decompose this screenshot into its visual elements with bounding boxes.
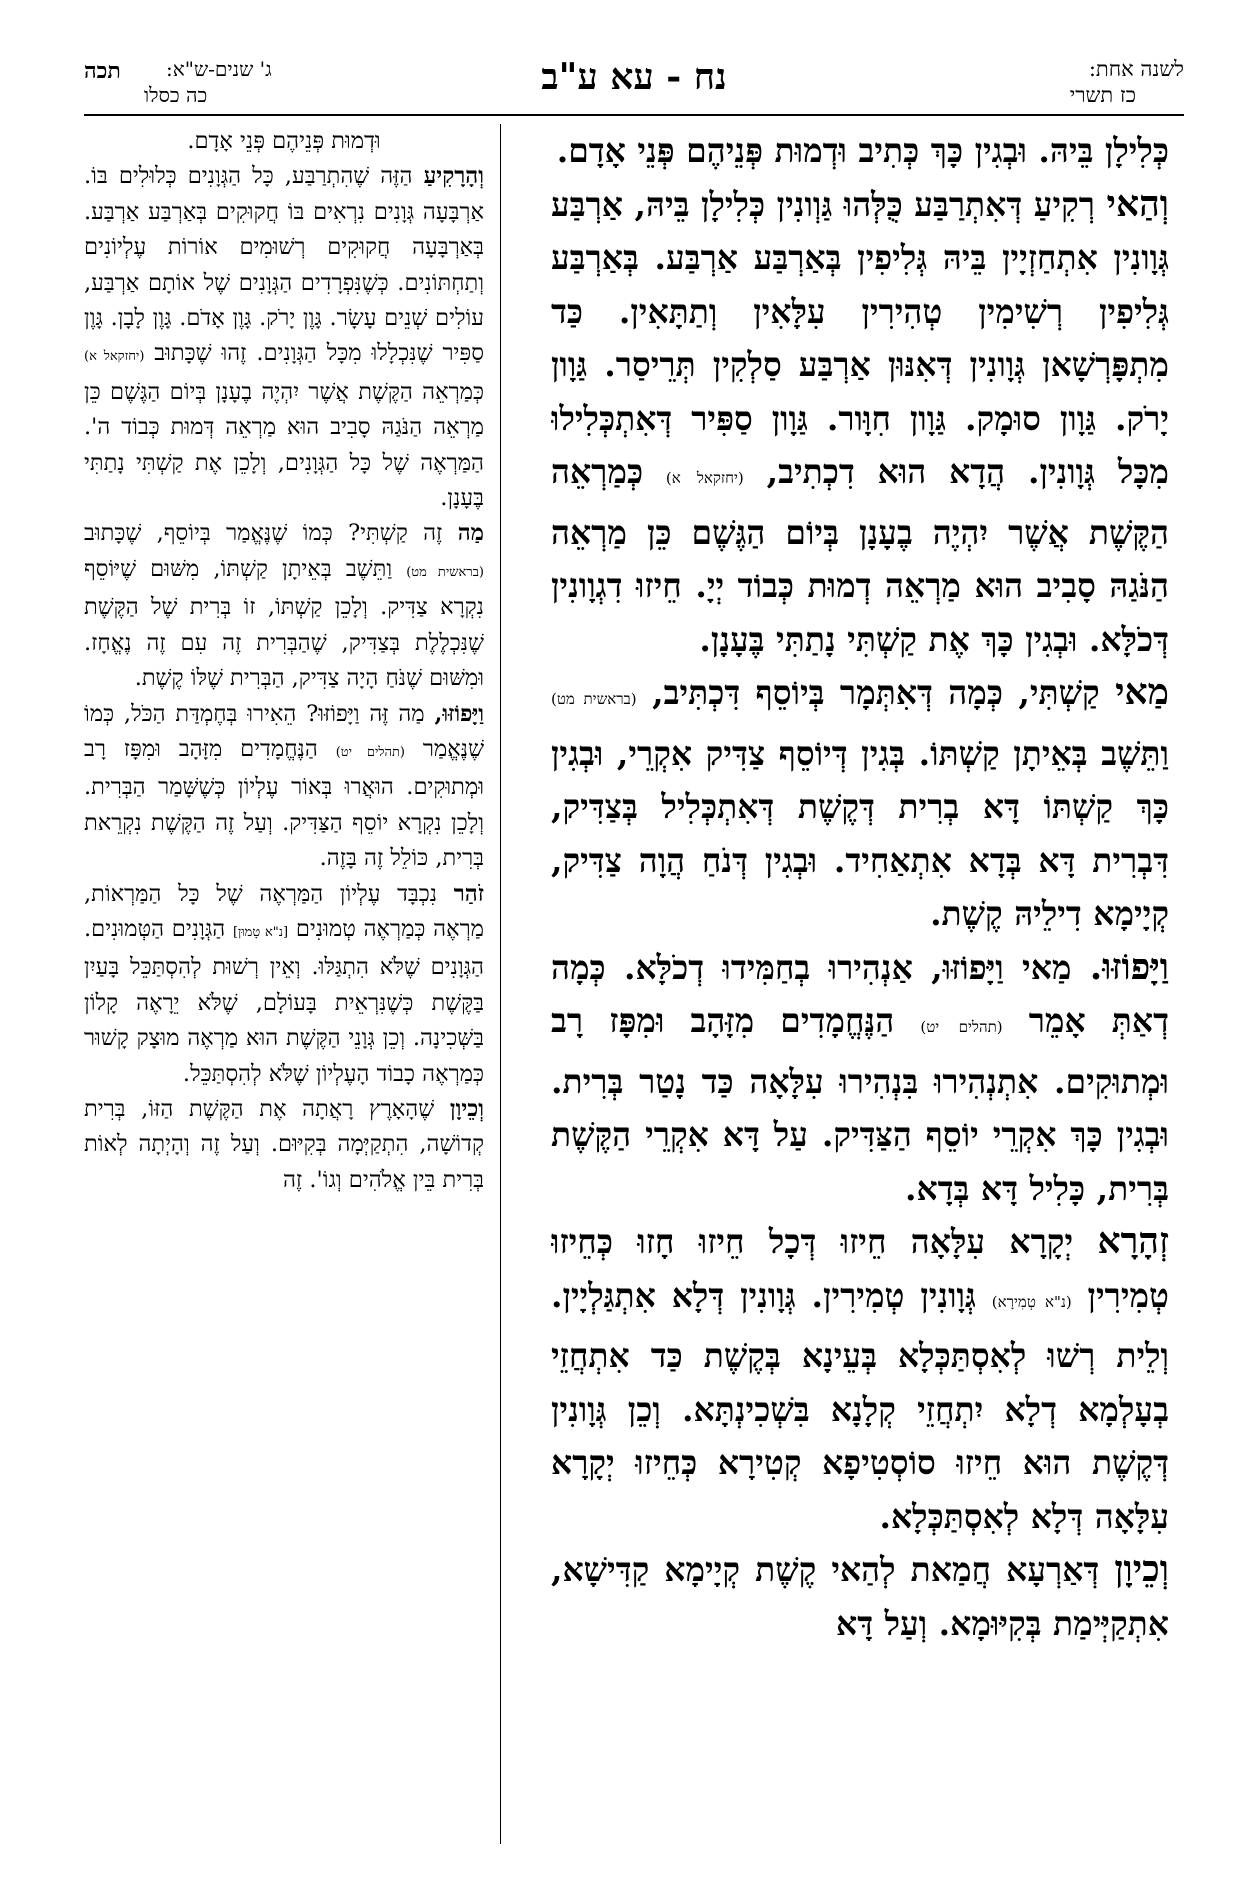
commentary-text: מַה זֶּה וַיָּפוֹזּוּ? הֵאִירוּ בְּחֶמְדַּת הַכֹּל, כְּמוֹ שֶׁנֶּאֱמַר — [84, 700, 484, 762]
source-reference: (בראשית מט) — [406, 564, 484, 580]
commentary-text: הַנֶּחֱמָדִים מִזָּהָב וּמִפָּז רָב וּמְתוּקִים. הוּאֲרוּ בְּאוֹר עֶלְיוֹן כְּשֶׁשָּׁמַר הַבְּרִית. וְלָכֵן נִקְרָא יוֹסֵף הַצַּדִּיק. וְעַל זֶה הַקֶּשֶׁת נִקְרֵאת בְּרִית, כּוֹלֵל זֶה בָּזֶה. — [84, 735, 484, 872]
paragraph-lead-word: וְהַאי — [1106, 182, 1169, 225]
commentary-text: כְּמַרְאֵה הַקֶּשֶׁת אֲשֶׁר יִהְיֶה בֶעָנָן בְּיוֹם הַגֶּשֶׁם כֵּן מַרְאֵה הַנֹּגַהּ סָבִיב הוּא מַרְאֵה דְּמוּת כְּבוֹד ה'. הַמַּרְאֶה שֶׁל כָּל הַגְּוָנִים, וְלָכֵן אֶת קַשְׁתִּי נָתַתִּי בֶּעָנָן. — [84, 378, 484, 512]
paragraph-lead-word: וַיָּפוֹזּוּ. — [1089, 945, 1169, 988]
commentary-text: הַגְּוָנִים הַטְּמוּנִים. הַגְּוָנִים שֶׁלֹּא הִתְגַּלּוּ. וְאֵין רְשׁוּת לְהִסְתַּכֵּל בָּעַיִן בַּקֶּשֶׁת כְּשֶׁנִּרְאֵית בָּעוֹלָם, שֶׁלֹּא יֵרָאֶה קָלוֹן בַּשְּׁכִינָה. וְכֵן גְּוָנֵי הַקֶּשֶׁת הוּא מַרְאֶה מוּצָק קָשׁוּר כְּמַרְאֶה כָבוֹד הָעֶלְיוֹן שֶׁלֹּא לְהִסְתַּכֵּל. — [84, 915, 484, 1087]
source-reference: [נ"א טָמוּן] — [232, 924, 289, 940]
main-text: יְקָרָא עִלָּאָה חֵיזוּ דְּכָל חֵיזוּ חָזוּ כְּחֵיזוּ טְמִירִין — [551, 1222, 1169, 1315]
header-left-line1: ג' שנים-ש"א: — [166, 57, 272, 81]
main-text: הַנֶּחֱמָדִים מִזָּהָב וּמִפָּז רָב וּמְתוּקִים. אִתְנְהִירוּ בִּנְהִירוּ עִלָּאָה כַּד נָטַר בְּרִית. וּבְגִין כָּךְ אִקְרֵי יוֹסֵף הַצַּדִּיק. עַל דָּא אִקְרֵי הַקֶּשֶׁת בְּרִית, כָּלִיל דָּא בְּדָא. — [551, 1001, 1169, 1208]
commentary-text: הַזֶּה שֶׁהִתְרַבַּע, כָּל הַגְּוָנִים כְּלוּלִים בּוֹ. אַרְבָּעָה גְּוָנִים נִרְאִים בּוֹ חֲקוּקִים בְּאַרְבַּע אַרְבַּע. בְּאַרְבָּעָה חֲקוּקִים רְשׁוּמִים אוֹרוֹת עֶלְיוֹנִים וְתַחְתּוֹנִים. כְּשֶׁנִּפְרָדִים הַגְּוָנִים שֶׁל אוֹתָם אַרְבַּע, עוֹלִים שְׁנֵים עָשָׂר. גָּוֶן יָרֹק. גָּוֶן אָדֹם. גָּוֶן לָבָן. גָּוֶן סַפִּיר שֶׁנִּכְלָלוּ מִכָּל הַגְּוָנִים. זֶהוּ שֶׁכָּתוּב — [84, 163, 484, 367]
main-paragraph — [551, 941, 1169, 1216]
paragraph-lead-word: וְכֵיוָן — [449, 1095, 484, 1122]
commentary-text: נִכְבָּד עֶלְיוֹן הַמַּרְאֶה שֶׁל כָּל הַמַּרְאוֹת, מַרְאֶה כְּמַרְאֶה טְמוּנִים — [84, 880, 484, 942]
main-paragraph — [551, 1543, 1169, 1650]
main-paragraph — [551, 178, 1169, 667]
main-text: גְּוָונִין טְמִירִין. גְּוָונִין דְּלָא אִתְגַּלְיָין. וְלֵית רְשׁוּ לְאִסְתַּכְּלָא בְּעֵינָא בְּקֶשֶׁת כַּד אִתְחֲזֵי בְעָלְמָא דְלָא יִתְחֲזֵי קְלָנָא בִּשְׁכִינְתָּא. וְכֵן גְּוָונִין דְּקֶשֶׁת הוּא חֵיזוּ סוֹסְטִיפָא קְטִירָא כְּחֵיזוּ יְקָרָא עִלָּאָה דְּלָא לְאִסְתַּכְּלָא. — [551, 1275, 1169, 1536]
main-text: קַשְׁתִּי, כְּמָה דְּאִתְּמָר בְּיוֹסֵף דִּכְתִּיב, — [652, 673, 1100, 712]
main-text-column — [551, 124, 1169, 1844]
paragraph-lead-word: מַה — [457, 520, 484, 547]
commentary-text: שֶׁהָאָרֶץ רָאֲתָה אֶת הַקֶּשֶׁת הַזּוֹ, בְּרִית קְדוֹשָׁה, הִתְקַיְּמָה בְּקִיּוּם. וְעַל זֶה וְהָיְתָה לְאוֹת בְּרִית בֵּין אֱלֹהִים וְגוֹ'. זֶה — [84, 1095, 484, 1193]
source-reference: (יחזקאל א) — [84, 349, 145, 365]
commentary-paragraph — [84, 516, 484, 696]
commentary-paragraph — [84, 877, 484, 1092]
commentary-paragraph — [84, 1092, 484, 1198]
source-reference: (תהלים יט) — [335, 744, 405, 760]
paragraph-lead-word: וְכֵיוָן — [1114, 1548, 1169, 1590]
source-reference: (נ"א טְמִירָא) — [991, 1292, 1072, 1311]
main-text: וַתֵּשֶׁב בְּאֵיתָן קַשְׁתּוֹ. בְּגִין דְּיוֹסֵף צַדִּיק אִקְרֵי, וּבְגִין כָּךְ קַשְׁתּוֹ דָּא בְרִית דְּקֶשֶׁת דְּאִתְכְּלִיל בְּצַדִּיק, דִּבְרִית דָּא בְּדָא אִתְאַחִיד. וּבְגִין דְּנֹחַ הֲוָה צַדִּיק, קְיָימָא דִילֵיהּ קֶשֶׁת. — [551, 733, 1169, 933]
main-text: כְּמַרְאֵה הַקֶּשֶׁת אֲשֶׁר יִהְיֶה בֶעָנָן בְּיוֹם הַגֶּשֶׁם כֵּן מַרְאֵה הַנֹּגַהּ סָבִיב הוּא מַרְאֵה דְמוּת כְּבוֹד יְיָ. חֵיזוּ דִגְוָונִין דְּכֹלָּא. וּבְגִין כָּךְ אֶת קַשְׁתִּי נָתַתִּי בֶּעָנָן. — [551, 452, 1169, 659]
commentary-paragraph — [84, 697, 484, 877]
paragraph-lead-word: זְהָרָא — [1097, 1220, 1169, 1262]
header-divider — [84, 114, 1184, 116]
commentary-column — [84, 124, 484, 1844]
commentary-paragraph — [84, 159, 484, 516]
paragraph-lead-word: מַאי — [1115, 671, 1169, 713]
main-paragraph — [551, 1215, 1169, 1543]
page-header — [84, 56, 1184, 116]
main-text: דְּאַרְעָא חֲמַאת לְהַאי קֶשֶׁת קְיָימָא קַדִּישָׁא, אִתְקַיְּימַת בְּקִיּוּמָא. וְעַל דָּא — [551, 1550, 1169, 1643]
header-left-line2: כה כסלו — [144, 83, 208, 107]
source-reference: (תהלים יט) — [920, 1018, 1003, 1036]
commentary-paragraph — [84, 124, 484, 159]
commentary-text: וּדְמוּת פְּנֵיהֶם פְּנֵי אָדָם. — [187, 128, 381, 154]
main-paragraph — [551, 124, 1169, 178]
source-reference: (יחזקאל א) — [665, 469, 744, 487]
main-paragraph — [551, 666, 1169, 941]
paragraph-lead-word: זֹהַר — [453, 880, 484, 907]
page-number: תכה — [84, 58, 121, 84]
paragraph-lead-word: וְהָרָקִיעַ — [423, 163, 484, 190]
paragraph-lead-word: וַיָּפוֹזּוּ, — [434, 700, 484, 727]
page-title: נח - עא ע"ב — [541, 56, 727, 98]
commentary-text: זֶה קַשְׁתִּי? כְּמוֹ שֶׁנֶּאֱמַר בְּיוֹסֵף, שֶׁכָּתוּב — [84, 520, 443, 547]
column-divider — [500, 124, 501, 1844]
header-right-line1: לשנה אחת: — [1088, 57, 1184, 81]
commentary-text: וַתֵּשֶׁב בְּאֵיתָן קַשְׁתּוֹ, מִשּׁוּם שֶׁיּוֹסֵף נִקְרָא צַדִּיק. וְלָכֵן קַשְׁתּוֹ, זוֹ בְּרִית שֶׁל הַקֶּשֶׁת שֶׁנִּכְלֶלֶת בְּצַדִּיק, שֶׁהַבְּרִית זֶה עִם זֶה נֶאֱחָז. וּמִשּׁוּם שֶׁנֹּחַ הָיָה צַדִּיק, הַבְּרִית שֶׁלּוֹ קֶשֶׁת. — [84, 555, 484, 692]
main-text: מַאי וַיָּפוֹזּוּ, אַנְהִירוּ בְחַמִּידוּ דְכֹלָּא. כְּמָה דְאַתְּ אָמֵר — [551, 947, 1169, 1040]
header-right-line2: כז תשרי — [1069, 83, 1136, 107]
main-text: כְּלִילָן בֵּיהּ. וּבְגִין כָּךְ כְּתִיב וּדְמוּת פְּנֵיהֶם פְּנֵי אָדָם. — [556, 131, 1169, 170]
source-reference: (בראשית מט) — [551, 690, 637, 708]
main-text: רְקִיעַ דְּאִתְרַבַּע כֻּלְּהוּ גַּוְונִין כְּלִילָן בֵּיהּ, אַרְבַּע גְּוָונִין אִתְחַזְיָין בֵּיהּ גְּלִיפִין בְּאַרְבַּע אַרְבַּע. בְּאַרְבַּע גְּלִיפִין רְשִׁימִין טְהִירִין עִלָּאִין וְתַתָּאִין. כַּד מִתְפָּרְשָׁאן גְּוָונִין דְּאִנּוּן אַרְבַּע סַלְקִין תְּרֵיסַר. גַּוָון יָרֹק. גַּוָון סוּמָק. גַּוָון חִוָּור. גַּוָון סַפִּיר דְּאִתְכְּלִילוּ מִכָּל גְּוָונִין. הֲדָא הוּא דִכְתִיב, — [551, 184, 1169, 491]
